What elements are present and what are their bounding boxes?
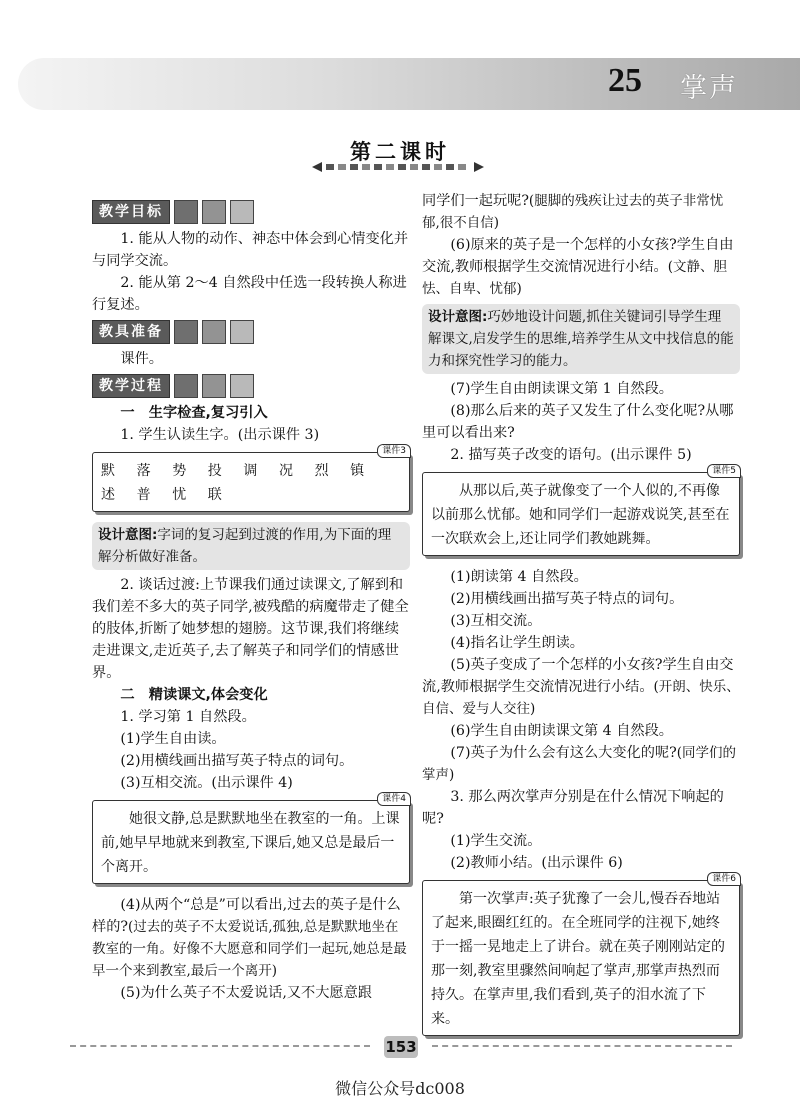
courseware-3-tag: 课件3	[377, 444, 411, 458]
vocab-char: 普	[136, 487, 151, 503]
courseware-5-text: 从那以后,英子就像变了一个人似的,不再像以前那么忧郁。她和同学们一起游戏说笑,甚至在一次联欢会上,还让同学们教她跳舞。	[431, 483, 730, 547]
courseware-5-box	[422, 466, 740, 556]
vocab-char: 述	[101, 487, 115, 503]
right-column	[422, 190, 740, 1046]
vocab-char: 投	[207, 463, 222, 479]
r-text-7: (2)用横线画出描写英子特点的词句。	[450, 591, 684, 607]
r-text-3: (7)学生自由朗读课文第 1 自然段。	[450, 381, 673, 397]
objectives-heading: 教学目标	[92, 200, 410, 224]
lesson-number: 25	[608, 62, 642, 99]
step-1-1: 1. 学生认读生字。(出示课件 3)	[120, 427, 320, 443]
courseware-5-tag: 课件5	[707, 464, 741, 478]
vocab-char: 忧	[172, 487, 187, 503]
r-text-5: 2. 描写英子改变的语句。(出示课件 5)	[450, 447, 692, 463]
vocab-char: 况	[278, 463, 293, 479]
vocab-char: 调	[243, 463, 258, 479]
courseware-3-box	[92, 446, 410, 512]
part-2-title: 二 精读课文,体会变化	[120, 687, 268, 703]
vocab-char: 烈	[314, 463, 329, 479]
courseware-4-tag: 课件4	[377, 792, 411, 806]
page-number: 153	[385, 1038, 417, 1056]
r-text-13: 3. 那么两次掌声分别是在什么情况下响起的呢?	[422, 789, 724, 827]
step-1-2: 2. 谈话过渡:上节课我们通过读课文,了解到和我们差不多大的英子同学,被残酷的病魔带走了健全的肢体,折断了她梦想的翅膀。这节课,我们将继续走进课文,走近英子,去了解英子和同学们的情感世界。	[92, 577, 409, 681]
vocab-char: 默	[101, 463, 115, 479]
vocab-char: 联	[207, 487, 222, 503]
courseware-6-box	[422, 874, 740, 1036]
objective-2: 2. 能从第 2～4 自然段中任选一段转换人称进行复述。	[92, 275, 407, 313]
r-text-12: (7)英子为什么会有这么大变化的呢?(同学们的掌声)	[422, 745, 737, 783]
left-column	[92, 196, 410, 1004]
step-2-1e: (5)为什么英子不太爱说话,又不大愿意跟	[120, 985, 372, 1001]
design-intent-2: 设计意图:巧妙地设计问题,抓住关键词引导学生理解课文,启发学生的思维,培养学生从文中找信息的能力和探究性学习的能力。	[422, 304, 740, 374]
part-1-title: 一 生字检查,复习引入	[120, 405, 268, 421]
objective-1: 1. 能从人物的动作、神态中体会到心情变化并与同学交流。	[92, 231, 409, 269]
tools-text: 课件。	[120, 351, 163, 367]
step-2-1d: (4)从两个“总是”可以看出,过去的英子是什么样的?(过去的英子不太爱说话,孤独,总是默默地坐在教室的一角。好像不大愿意和同学们一起玩,她总是最早一个来到教室,最后一个离开)	[92, 897, 407, 979]
r-text-14: (1)学生交流。	[450, 833, 542, 849]
vocab-char: 镇	[350, 463, 365, 479]
step-2-1c: (3)互相交流。(出示课件 4)	[120, 775, 293, 791]
r-text-4: (8)那么后来的英子又发生了什么变化呢?从哪里可以看出来?	[422, 403, 734, 441]
r-text-11: (6)学生自由朗读课文第 4 自然段。	[450, 723, 673, 739]
footer-divider-left	[70, 1045, 370, 1047]
footer-divider-right	[432, 1045, 732, 1047]
courseware-6-text: 第一次掌声:英子犹豫了一会儿,慢吞吞地站了起来,眼圈红红的。在全班同学的注视下,她终于一摇一晃地走上了讲台。就在英子刚刚站定的那一刻,教室里骤然间响起了掌声,那掌声热烈而持久。在掌声里,我们看到,英子的泪水流了下来。	[431, 891, 725, 1027]
watermark: 微信公众号dc008	[335, 1079, 465, 1098]
step-2-1a: (1)学生自由读。	[120, 731, 226, 747]
lesson-title: 掌声	[680, 73, 738, 104]
tools-heading: 教具准备	[92, 320, 410, 344]
courseware-4-text: 她很文静,总是默默地坐在教室的一角。上课前,她早早地就来到教室,下课后,她又总是最后一个离开。	[101, 811, 400, 875]
step-2-1: 1. 学习第 1 自然段。	[120, 709, 256, 725]
process-heading: 教学过程	[92, 374, 410, 398]
r-text-10: (5)英子变成了一个怎样的小女孩?学生自由交流,教师根据学生交流情况进行小结。(开朗、快乐、自信、爱与人交往)	[422, 657, 740, 717]
vocab-char: 落	[136, 463, 151, 479]
design-intent-1: 设计意图:字词的复习起到过渡的作用,为下面的理解分析做好准备。	[92, 522, 410, 570]
r-text-2: (6)原来的英子是一个怎样的小女孩?学生自由交流,教师根据学生交流情况进行小结。(文静、胆怯、自卑、忧郁)	[422, 237, 734, 297]
r-text-9: (4)指名让学生朗读。	[450, 635, 584, 651]
r-text-15: (2)教师小结。(出示课件 6)	[450, 855, 623, 871]
courseware-4-box	[92, 794, 410, 884]
courseware-6-tag: 课件6	[707, 872, 741, 886]
r-text-1: 同学们一起玩呢?(腿脚的残疾让过去的英子非常忧郁,很不自信)	[422, 193, 724, 231]
r-text-6: (1)朗读第 4 自然段。	[450, 569, 588, 585]
title-decoration	[312, 160, 484, 174]
vocab-char: 势	[172, 463, 187, 479]
step-2-1b: (2)用横线画出描写英子特点的词句。	[120, 753, 354, 769]
section-title: 第二课时	[350, 140, 450, 164]
r-text-8: (3)互相交流。	[450, 613, 542, 629]
vocab-list	[101, 459, 401, 507]
